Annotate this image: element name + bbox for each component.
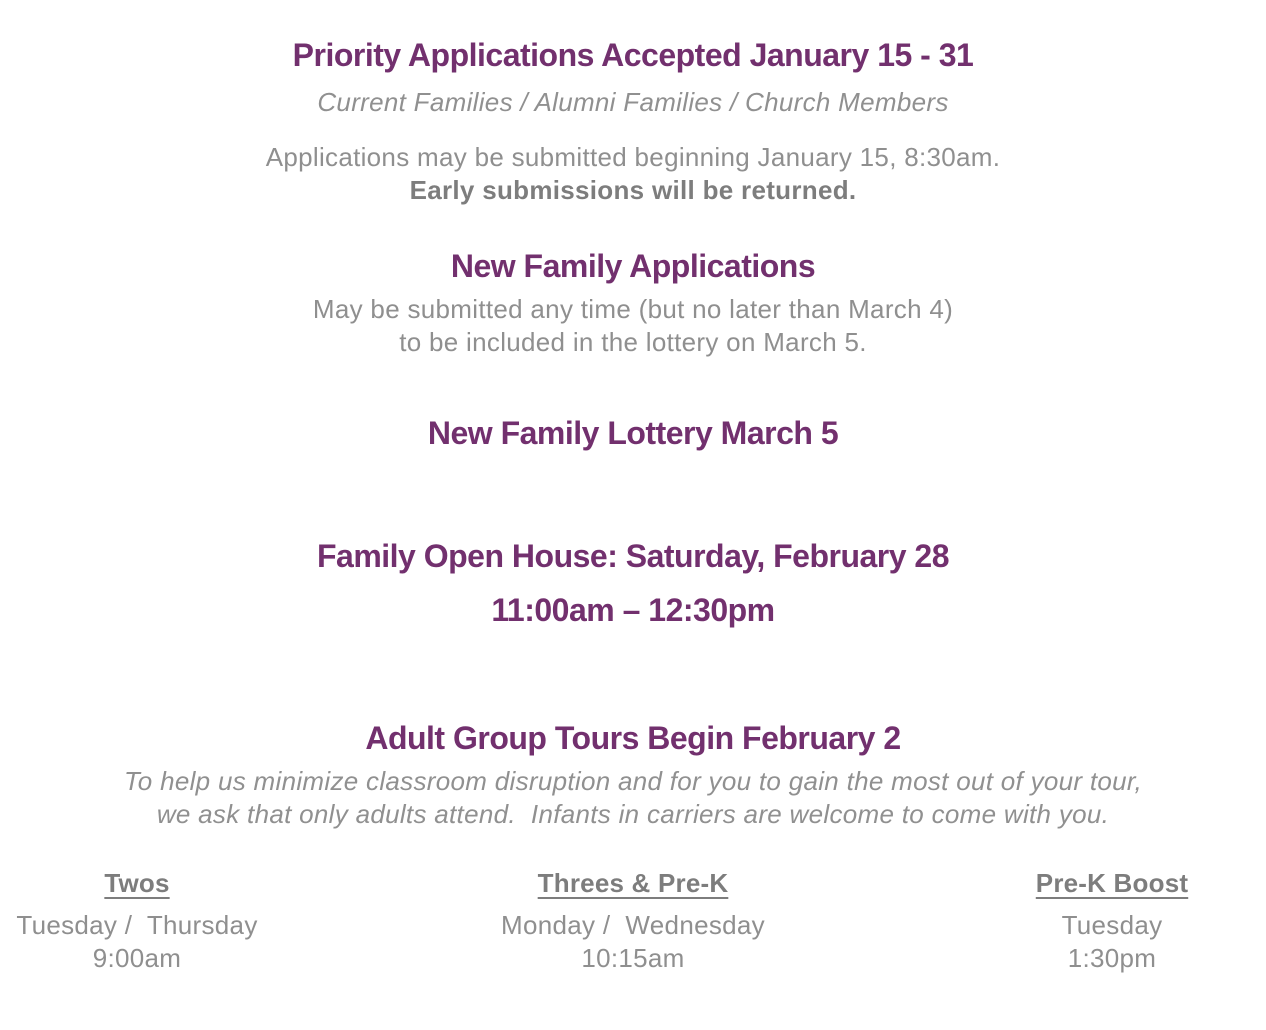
- new-family-applications-section: [0, 247, 1266, 359]
- priority-applications-title: Priority Applications Accepted January 15 - 31: [292, 37, 974, 73]
- schedule-column-title: Threes & Pre-K: [537, 868, 729, 898]
- schedule-column-time: 1:30pm: [1067, 943, 1157, 973]
- new-family-lottery-note: to be included in the lottery on March 5.: [399, 327, 867, 357]
- schedule-column-days: Tuesday: [1061, 910, 1163, 940]
- priority-applications-section: [0, 36, 1266, 207]
- open-house-title: Family Open House: Saturday, February 28: [316, 538, 950, 574]
- schedule-column-time: 9:00am: [92, 943, 182, 973]
- schedule-column-threes-prek: [274, 867, 958, 975]
- early-submission-warning: Early submissions will be returned.: [409, 175, 857, 205]
- new-family-applications-title: New Family Applications: [450, 248, 816, 284]
- schedule-column-days: Tuesday / Thursday: [16, 910, 258, 940]
- priority-submission-note: Applications may be submitted beginning January 15, 8:30am.: [265, 142, 1001, 172]
- schedule-column-title: Pre-K Boost: [1035, 868, 1189, 898]
- schedule-column-prek-boost: [958, 867, 1266, 975]
- schedule-column-time: 10:15am: [581, 943, 685, 973]
- tours-note-line2: we ask that only adults attend. Infants in carriers are welcome to come with you.: [156, 799, 1110, 829]
- open-house-section: [0, 537, 1266, 629]
- adult-group-tours-section: [0, 719, 1266, 831]
- new-family-deadline-note: May be submitted any time (but no later than March 4): [312, 294, 954, 324]
- lottery-section: [0, 414, 1266, 452]
- lottery-title: New Family Lottery March 5: [427, 415, 839, 451]
- priority-eligibility-subtitle: Current Families / Alumni Families / Church Members: [317, 87, 949, 117]
- adult-tours-title: Adult Group Tours Begin February 2: [365, 720, 901, 756]
- tour-schedule-columns: [0, 867, 1266, 975]
- schedule-column-twos: [0, 867, 274, 975]
- schedule-column-title: Twos: [104, 868, 170, 898]
- tours-note-line1: To help us minimize classroom disruption and for you to gain the most out of your tour,: [124, 766, 1142, 796]
- open-house-time: 11:00am – 12:30pm: [491, 592, 775, 628]
- schedule-column-days: Monday / Wednesday: [501, 910, 765, 940]
